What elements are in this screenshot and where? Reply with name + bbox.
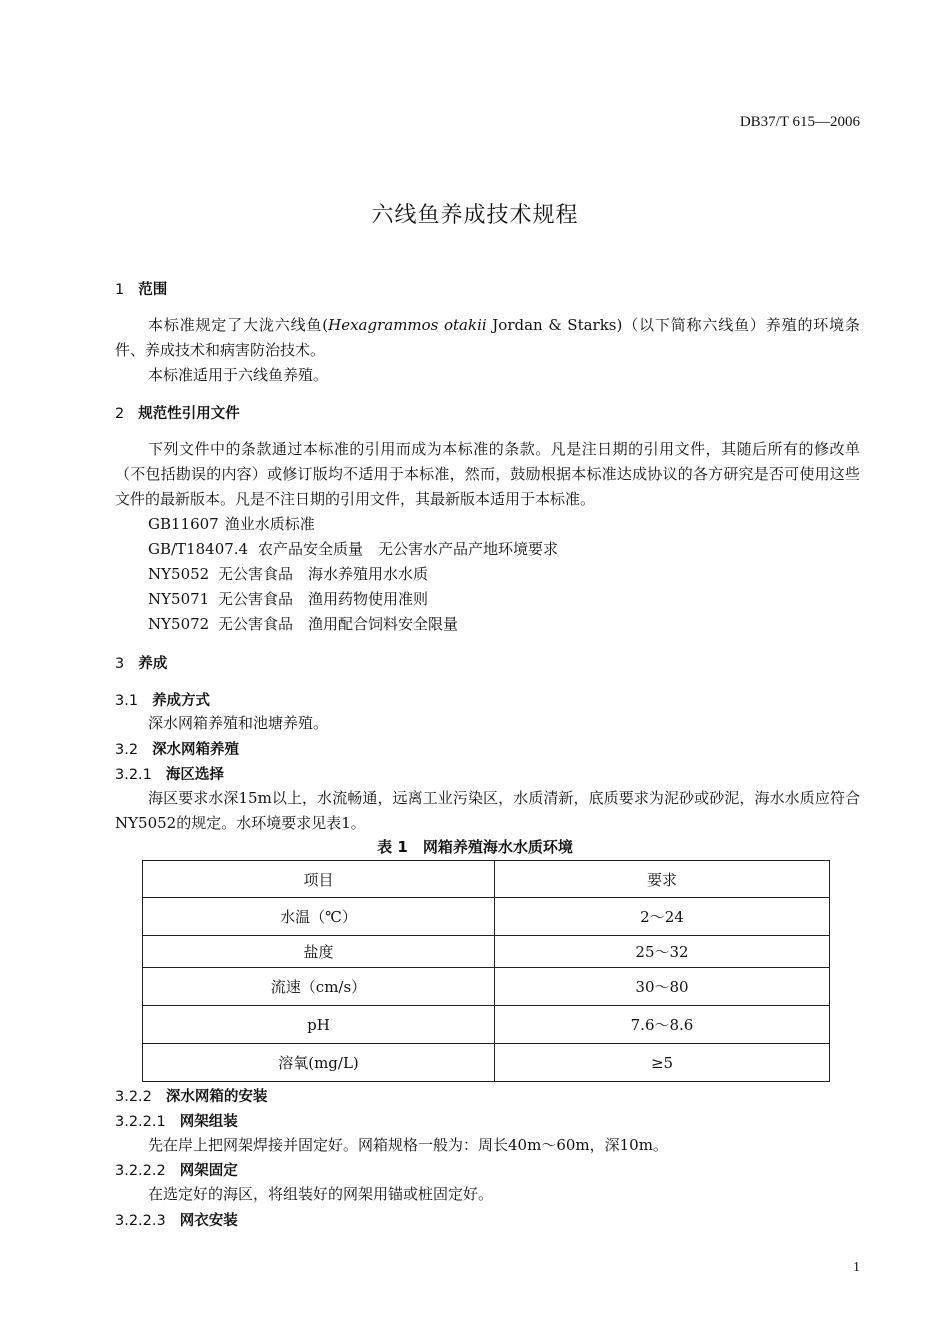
table-row: [143, 1044, 830, 1082]
reference-title: 无公害食品 渔用药物使用准则: [218, 590, 429, 608]
reference-title: 无公害食品 渔用配合饲料安全限量: [218, 615, 459, 633]
section-number: 3.2.2.1: [115, 1114, 166, 1130]
section-number: 3.2.2.2: [115, 1163, 166, 1179]
section-title: 养成: [138, 656, 168, 672]
section-title: 范围: [138, 282, 168, 298]
page-title: 六线鱼养成技术规程: [371, 203, 579, 228]
section-3-2-2-heading: [115, 1085, 267, 1106]
reference-code: GB/T18407.4: [148, 540, 249, 558]
table-cell: pH: [143, 1006, 495, 1044]
table-row: [143, 936, 830, 968]
reference-title: 农产品安全质量 无公害水产品产地环境要求: [258, 540, 559, 558]
section-3-2-2-1-paragraph: 先在岸上把网架焊接并固定好。网箱规格一般为：周长40m～60m，深10m。: [148, 1136, 668, 1154]
section-number: 3.2: [115, 742, 139, 758]
reference-code: NY5052: [148, 565, 210, 583]
species-name: Hexagrammos otakii: [328, 316, 487, 334]
text-run: 本标准规定了大泷六线鱼(: [148, 316, 329, 334]
reference-item: [148, 562, 428, 587]
reference-item: [148, 587, 428, 612]
section-number: 3.2.2.3: [115, 1213, 166, 1229]
section-number: 3.2.2: [115, 1089, 152, 1105]
reference-title: 渔业水质标准: [224, 515, 315, 533]
section-number: 3.2.1: [115, 767, 152, 783]
section-title: 网架组装: [179, 1114, 238, 1130]
section-3-2-1-heading: [115, 763, 224, 784]
section-1-heading: [115, 278, 167, 299]
section-number: 3.1: [115, 693, 139, 709]
section-title: 规范性引用文件: [138, 406, 240, 422]
table-row: [143, 898, 830, 936]
document-code: DB37/T 615—2006: [739, 114, 860, 130]
section-3-2-1-paragraph: 海区要求水深15m以上，水流畅通，远离工业污染区，水质清新，底质要求为泥砂或砂泥，海水水质应符合NY5052的规定。水环境要求见表1。: [115, 789, 860, 832]
table-header-cell: 要求: [495, 861, 830, 898]
section-title: 网衣安装: [179, 1213, 238, 1229]
table-cell: 7.6～8.6: [495, 1006, 830, 1044]
reference-title: 无公害食品 海水养殖用水水质: [218, 565, 429, 583]
section-title: 网架固定: [179, 1163, 238, 1179]
section-1-paragraph-1: [115, 313, 860, 363]
table-cell: 流速（cm/s）: [143, 968, 495, 1006]
reference-code: GB11607: [148, 515, 219, 533]
section-number: 3: [115, 656, 125, 672]
reference-item: [148, 512, 315, 537]
text-run: Jordan & Starks)（以下简称六线鱼）养殖的环境条件、养成技术和病害防治技术。: [115, 316, 860, 359]
section-3-2-2-2-heading: [115, 1159, 238, 1180]
table-caption: 表 1 网箱养殖海水水质环境: [377, 838, 573, 856]
table-header-row: [143, 861, 830, 898]
water-quality-table: [142, 860, 830, 1082]
section-3-heading: [115, 652, 167, 673]
section-number: 1: [115, 282, 125, 298]
table-cell: 水温（℃）: [143, 898, 495, 936]
section-title: 深水网箱养殖: [152, 742, 240, 758]
reference-item: [148, 612, 458, 637]
page-number: 1: [853, 1260, 860, 1275]
table-cell: 25～32: [495, 936, 830, 968]
section-title: 海区选择: [165, 767, 224, 783]
table-row: [143, 968, 830, 1006]
table-cell: 溶氧(mg/L): [143, 1044, 495, 1082]
reference-code: NY5071: [148, 590, 210, 608]
section-3-1-paragraph: 深水网箱养殖和池塘养殖。: [148, 714, 329, 732]
section-3-2-2-3-heading: [115, 1209, 238, 1230]
section-1-paragraph-2: 本标准适用于六线鱼养殖。: [148, 366, 329, 384]
table-cell: 盐度: [143, 936, 495, 968]
section-3-2-2-1-heading: [115, 1110, 238, 1131]
section-2-paragraph: 下列文件中的条款通过本标准的引用而成为本标准的条款。凡是注日期的引用文件，其随后所有的修改单（不包括勘误的内容）或修订版均不适用于本标准，然而，鼓励根据本标准达成协议的各方研究是否可使用这些文件的最新版本。凡是不注日期的引用文件，其最新版本适用于本标准。: [115, 440, 860, 508]
section-3-2-2-2-paragraph: 在选定好的海区，将组装好的网架用锚或桩固定好。: [148, 1185, 494, 1203]
section-title: 深水网箱的安装: [165, 1089, 268, 1105]
table-row: [143, 1006, 830, 1044]
table-cell: 2～24: [495, 898, 830, 936]
table-cell: ≥5: [495, 1044, 830, 1082]
reference-item: [148, 537, 558, 562]
section-title: 养成方式: [152, 693, 211, 709]
reference-code: NY5072: [148, 615, 210, 633]
section-2-heading: [115, 402, 240, 423]
section-3-1-heading: [115, 689, 210, 710]
section-3-2-heading: [115, 738, 239, 759]
section-number: 2: [115, 406, 125, 422]
table-header-cell: 项目: [143, 861, 495, 898]
table-cell: 30～80: [495, 968, 830, 1006]
